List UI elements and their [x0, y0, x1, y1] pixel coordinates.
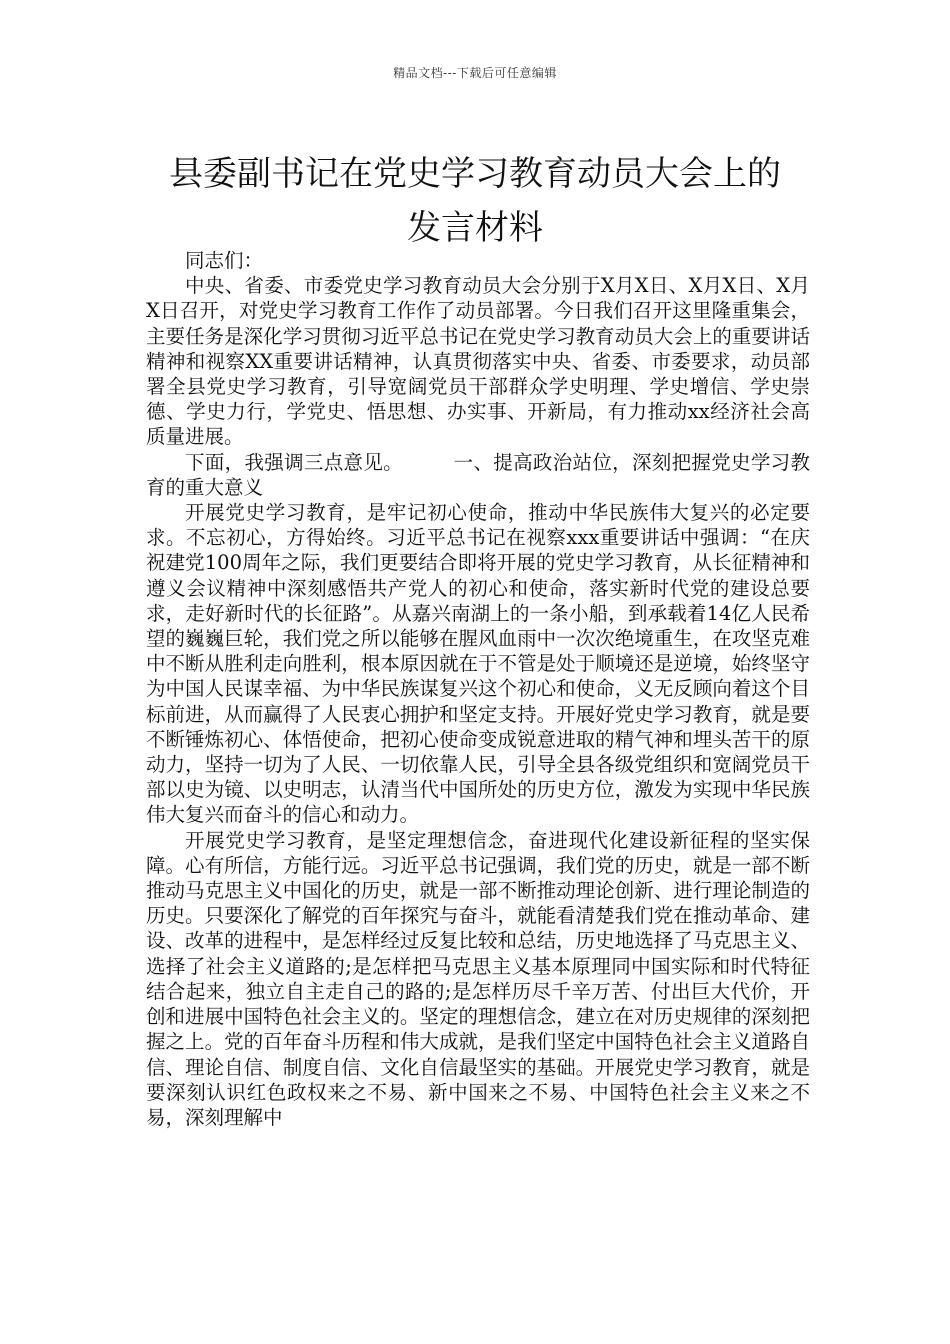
salutation: 同志们： — [185, 249, 264, 272]
paragraph-initial-mission: 开展党史学习教育，是牢记初心使命，推动中华民族伟大复兴的必定要求。不忘初心，方得始终。习近平总书记在视察xxx重要讲话中强调：“在庆祝建党100周年之际，我们更要结合即将开展的党史学习教育，从长征精神和遵义会议精神中深刻感悟共产党人的初心和使命，落实新时代党的建设总要求，走好新时代的长征路”。从嘉兴南湖上的一条小船，到承载着14亿人民希望的巍巍巨轮，我们党之所以能够在腥风血雨中一次次绝境重生，在攻坚克难中不断从胜利走向胜利，根本原因就在于不管是处于顺境还是逆境，始终坚守为中国人民谋幸福、为中华民族谋复兴这个初心和使命，义无反顾向着这个目标前进，从而赢得了人民衷心拥护和坚定支持。开展好党史学习教育，就是要不断锤炼初心、体悟使命，把初心使命变成锐意进取的精气神和埋头苦干的原动力，坚持一切为了人民、一切依靠人民，引导全县各级党组织和宽阔党员干部以史为镜、以史明志，认清当代中国所处的历史方位，激发为实现中华民族伟大复兴而奋斗的信心和动力。 — [146, 501, 810, 827]
section-heading: 一、提高政治站位，深刻把握党史学习教育的重大意义 — [146, 450, 810, 499]
intro-line: 下面，我强调三点意见。 — [185, 450, 403, 474]
paragraph-ideals-faith: 开展党史学习教育，是坚定理想信念，奋进现代化建设新征程的坚实保障。心有所信，方能行远。习近平总书记强调，我们党的历史，就是一部不断推动马克思主义中国化的历史，就是一部不断推动理论创新、进行理论制造的历史。只要深化了解党的百年探究与奋斗，就能看清楚我们党在推动革命、建设、改革的进程中，是怎样经过反复比较和总结，历史地选择了马克思主义、选择了社会主义道路的;是怎样把马克思主义基本原理同中国实际和时代特征结合起来，独立自主走自己的路的;是怎样历尽千辛万苦、付出巨大代价，开创和进展中国特色社会主义的。坚定的理想信念，建立在对历史规律的深刻把握之上。党的百年奋斗历程和伟大成就，是我们坚定中国特色社会主义道路自信、理论自信、制度自信、文化自信最坚实的基础。开展党史学习教育，就是要深刻认识红色政权来之不易、新中国来之不易、中国特色社会主义来之不易，深刻理解中 — [146, 828, 810, 1129]
paragraph-opening: 中央、省委、市委党史学习教育动员大会分别于X月X日、X月X日、X月X日召开，对党史学习教育工作作了动员部署。今日我们召开这里隆重集会，主要任务是深化学习贯彻习近平总书记在党史学习教育动员大会上的重要讲话精神和视察XX重要讲话精神，认真贯彻落实中央、省委、市委要求，动员部署全县党史学习教育，引导宽阔党员干部群众学史明理、学史增信、学史崇德、学史力行，学党史、悟思想、办实事、开新局，有力推动xx经济社会高质量进展。 — [146, 274, 810, 449]
document-body — [146, 248, 810, 1130]
intro-and-heading-line — [146, 450, 810, 500]
document-title — [120, 147, 830, 255]
header-note: 精品文档---下载后可任意编辑 — [393, 66, 557, 80]
title-line-2: 发言材料 — [407, 207, 543, 248]
title-line-1: 县委副书记在党史学习教育动员大会上的 — [169, 153, 781, 194]
